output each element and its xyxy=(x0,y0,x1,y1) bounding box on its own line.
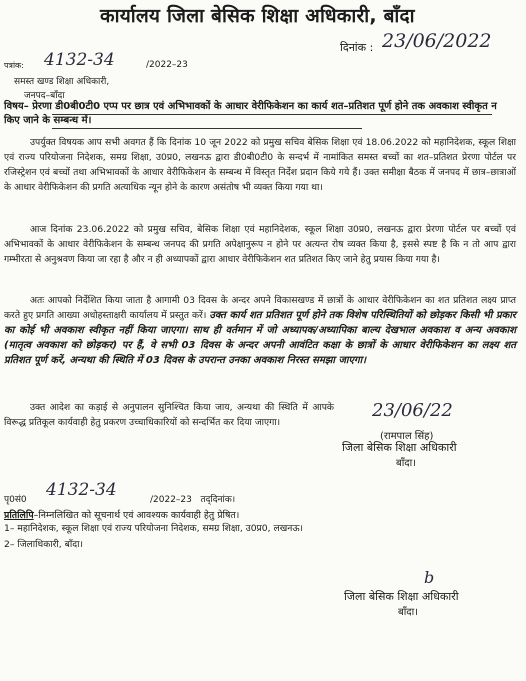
paragraph-3-lead: अतः आपको निर्देशित किया जाता है आगामी 03 दिवस के अन्दर अपने विकासखण्ड में छात्रों के आधार वेरीफिकेशन का शत प्रतिशत लक्ष्य प्राप्त करते हुए प्रगति आख्या अधोहस्ताक्षरी कार्यालय में प्रस्तुत करें। xyxy=(4,295,516,321)
subject-underline xyxy=(52,114,492,115)
signature-1: 23/06/22 xyxy=(372,400,453,421)
paragraph-3 xyxy=(4,293,516,368)
office-title: कार्यालय जिला बेसिक शिक्षा अधिकारी, बाँदा xyxy=(100,5,415,27)
paragraph-3-emphasis: उक्त कार्य शत प्रतिशत पूर्ण होने तक विशेष परिस्थितियों को छोड़कर किसी भी प्रकार का कोई भी अवकाश स्वीकृत नहीं किया जाएगा। साथ ही वर्तमान में जो अध्यापक/अध्यापिका बाल्य देखभाल अवकाश व अन्य अवकाश (मातृत्व अवकाश को छोड़कर) पर हैं, वे सभी 03 दिवस के अन्दर अपनी आवंटित कक्षा के छात्रों के आधार वेरीफिकेशन का लक्ष्य शत प्रतिशत पूर्ण करें, अन्यथा की स्थिति में 03 दिवस के उपरान्त उनका अवकाश निरस्त समझा जाएगा। xyxy=(4,310,517,366)
signature-2: b xyxy=(424,568,435,587)
subject-underline-2 xyxy=(52,128,362,129)
copy-text: –निम्नलिखित को सूचनार्थ एवं आवश्यक कार्यवाही हेतु प्रेषित। xyxy=(33,510,240,521)
copy-label: प्रतिलिपि xyxy=(4,510,34,521)
officer-name: (रामपाल सिंह) xyxy=(380,431,434,442)
paragraph-4 xyxy=(4,400,334,430)
paragraph-2 xyxy=(4,222,516,267)
date-label: दिनांक : xyxy=(340,41,374,54)
officer-designation: जिला बेसिक शिक्षा अधिकारी xyxy=(342,441,457,454)
endorsement-year-date xyxy=(150,492,235,505)
addressee-line2: जनपद–बाँदा xyxy=(24,91,65,101)
handwritten-letter-number: 4132-34 xyxy=(44,50,115,70)
endorsement-date: तद्‌दिनांक। xyxy=(200,495,236,505)
paragraph-4-text: उक्त आदेश का कड़ाई से अनुपालन सुनिश्चित किया जाय, अन्यथा की स्थिति में आपके विरूद्ध प्रतिकूल कार्यवाही हेतु प्रकरण उच्चाधिकारियों को सन्दर्भित कर दिया जाएगा। xyxy=(4,402,334,428)
subject-line: विषय– प्रेरणा डी0बी0टी0 एप्प पर छात्र एवं अभिभावकों के आधार वेरीफिकेशन का कार्य शत–प्रतिशत पूर्ण होने तक अवकाश स्वीकृत न किए जाने के सम्बन्ध में। xyxy=(4,101,497,126)
officer-place: बाँदा। xyxy=(396,458,416,469)
handwritten-endorsement-number: 4132-34 xyxy=(46,480,117,500)
endorsement-year: /2022–23 xyxy=(150,495,192,505)
officer-designation-2: जिला बेसिक शिक्षा अधिकारी xyxy=(344,590,459,603)
copy-to-line xyxy=(4,508,239,521)
letter-number-label: पत्रांक: xyxy=(4,61,24,70)
endorsement-number-label: पृ0सं0 xyxy=(4,495,27,505)
handwritten-date: 23/06/2022 xyxy=(382,30,492,52)
copy-recipient-1: 1– महानिदेशक, स्कूल शिक्षा एवं राज्य परियोजना निदेशक, समग्र शिक्षा, उ0प्र0, लखनऊ। xyxy=(4,523,304,534)
paragraph-1-text: उपर्युक्त विषयक आप सभी अवगत हैं कि दिनांक 10 जून 2022 को प्रमुख सचिव बेसिक शिक्षा एवं 18.06.2022 को महानिदेशक, स्कूल शिक्षा एवं राज्य परियोजना निदेशक, समग्र शिक्षा, उ0प्र0, लखनऊ द्वारा डी0बी0टी0 के सन्दर्भ में नामांकित समस्त बच्चों का शत–प्रतिशत प्रेरणा पोर्टल पर रजिस्ट्रेशन एवं बच्चों तथा अभिभावकों के आधार वेरीफिकेशन के सम्बन्ध में विस्तृत निर्देश प्रदान किये गये हैं। उक्त समीक्षा बैठक में जनपद में छात्र–छात्राओं के आधार वेरीफिकेशन की प्रगति अत्याधिक न्यून होने के कारण असंतोष भी व्यक्त किया गया था। xyxy=(4,137,516,193)
officer-place-2: बाँदा। xyxy=(398,607,418,618)
letter-year: /2022–23 xyxy=(146,60,188,70)
paragraph-1 xyxy=(4,135,516,195)
addressee-line1: समस्त खण्ड शिक्षा अधिकारी, xyxy=(14,77,110,87)
copy-recipient-2: 2– जिलाधिकारी, बाँदा। xyxy=(4,539,83,550)
paragraph-2-text: आज दिनांक 23.06.2022 को प्रमुख सचिव, बेसिक शिक्षा एवं महानिदेशक, स्कूल शिक्षा उ0प्र0, लखनऊ द्वारा प्रेरणा पोर्टल पर बच्चों एवं अभिभावकों के आधार वेरीफिकेशन के सम्बन्ध जनपद की प्रगति अपेक्षानुरूप न होने पर अत्यन्त रोष व्यक्त किया है, इससे स्पष्ट है कि न तो आप द्वारा गम्भीरता से अनुश्रवण किया जा रहा है और न ही अध्यापकों द्वारा आधार वेरीफिकेशन शत प्रतिशत किए जाने हेतु प्रयास किया गया है। xyxy=(4,224,516,265)
